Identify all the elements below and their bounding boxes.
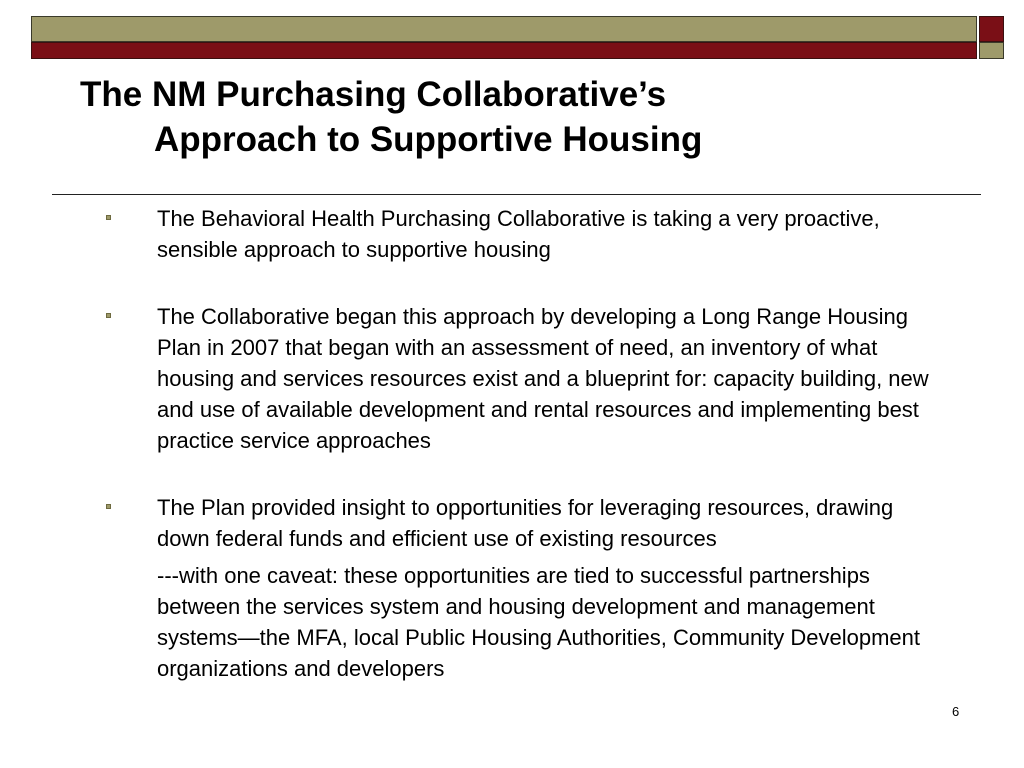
square-bullet-icon [106, 504, 111, 509]
header-olive-bar [31, 16, 977, 42]
bullet-text: The Collaborative began this approach by developing a Long Range Housing Plan in 2007 that began with an assessment of need, an inventory of what housing and services resources exist and a blueprint for: capacity building, new and use of available development and rental resources and implementing best practice service approaches [157, 304, 929, 453]
slide-title [80, 72, 940, 162]
header-olive-square [979, 42, 1004, 59]
slide-title-line1: The NM Purchasing Collaborative’s [80, 75, 667, 114]
bullet-item [0, 492, 947, 554]
header-red-bar [31, 42, 977, 59]
bullet-item [0, 301, 947, 456]
bullet-item [0, 203, 947, 265]
bullet-text: The Behavioral Health Purchasing Collaborative is taking a very proactive, sensible approach to supportive housing [157, 206, 880, 262]
page-number: 6 [952, 704, 960, 719]
bullet-list [0, 203, 1024, 684]
bullet-continuation: ---with one caveat: these opportunities are tied to successful partnerships between the services system and housing development and management systems—the MFA, local Public Housing Authorities, Community Development organizations and developers [157, 563, 920, 681]
square-bullet-icon [106, 215, 111, 220]
slide-title-line2: Approach to Supportive Housing [154, 120, 703, 159]
bullet-text: The Plan provided insight to opportunities for leveraging resources, drawing down federal funds and efficient use of existing resources [157, 495, 894, 551]
square-bullet-icon [106, 313, 111, 318]
header-red-square [979, 16, 1004, 42]
title-divider [52, 194, 981, 195]
